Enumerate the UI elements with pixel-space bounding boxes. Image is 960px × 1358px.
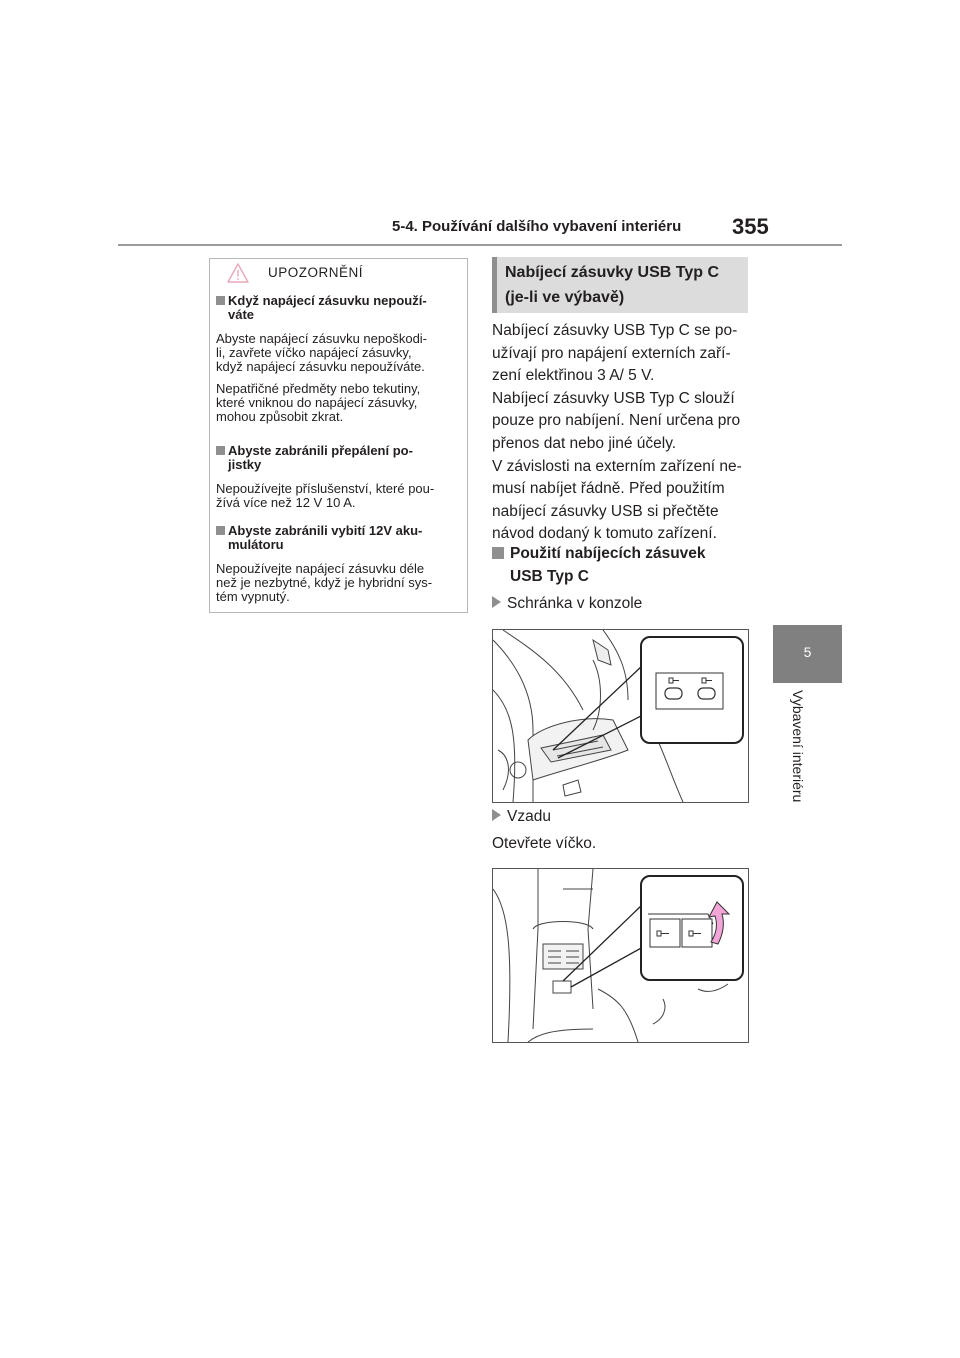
caution-heading-1: Když napájecí zásuvku nepouží- [216,294,427,308]
bullet-console-box: Schránka v konzole [492,593,642,616]
caution-heading-1-cont: váte [228,307,255,322]
page-number: 355 [732,214,769,239]
caution-text: tém vypnutý. [216,589,290,604]
body-line: zení elektřinou 3 A/ 5 V. [492,367,655,385]
body-line: Nabíjecí zásuvky USB Typ C slouží [492,389,735,407]
rear-console-drawing [493,869,748,1042]
usb-body-text [492,320,762,546]
warning-triangle-icon [226,262,250,284]
caution-text: Nepoužívejte napájecí zásuvku déle [216,561,425,576]
caution-heading-2-cont: jistky [228,457,262,472]
square-bullet-icon [216,296,225,305]
body-line: návod dodaný k tomuto zařízení. [492,525,717,543]
chapter-number: 5 [803,644,812,660]
chapter-title: Vybavení interiéru [790,690,806,803]
rear-usb-illustration [492,868,749,1043]
caution-text: Nepatřičné předměty nebo tekutiny, [216,381,421,396]
caution-text: které vniknou do napájecí zásuvky, [216,395,418,410]
square-bullet-icon [216,526,225,535]
body-line: musí nabíjet řádně. Před použitím [492,480,725,498]
body-line: V závislosti na externím zařízení ne- [492,457,742,475]
console-drawing [493,630,748,802]
caution-text: Nepoužívejte příslušenství, které pou- [216,481,435,496]
caution-text: Abyste napájecí zásuvku nepoškodi- [216,331,428,346]
header-divider [118,244,842,246]
triangle-bullet-icon [492,809,501,821]
caution-header [210,259,467,291]
body-line: užívají pro napájení externích zaří- [492,344,731,362]
rear-instruction: Otevřete víčko. [492,835,597,852]
caution-text: mohou způsobit zkrat. [216,409,344,424]
caution-title: UPOZORNĚNÍ [268,265,364,280]
caution-heading-3-cont: mulátoru [228,537,284,552]
square-bullet-icon [216,446,225,455]
section-title: 5-4. Používání dalšího vybavení interiéru [392,218,682,235]
console-usb-illustration [492,629,749,803]
caution-text: než je nezbytné, když je hybridní sys- [216,575,433,590]
caution-text: li, zavřete víčko napájecí zásuvky, [216,345,412,360]
caution-heading-3: Abyste zabránili vybití 12V aku- [216,524,422,538]
caution-text: žívá více než 12 V 10 A. [216,495,356,510]
bullet-rear: Vzadu [492,806,551,829]
body-line: nabíjecí zásuvky USB si přečtěte [492,502,719,520]
square-bullet-icon [492,547,504,559]
body-line: pouze pro nabíjení. Není určena pro [492,412,741,430]
usage-subheading: Použití nabíjecích zásuvek [492,543,706,566]
usb-section-heading [492,257,748,313]
usage-subheading-cont: USB Typ C [510,568,589,585]
caution-text: když napájecí zásuvku nepoužíváte. [216,359,425,374]
body-line: Nabíjecí zásuvky USB Typ C se po- [492,322,738,339]
usb-heading-text: Nabíjecí zásuvky USB Typ C (je-li ve výbavě) [505,264,719,306]
triangle-bullet-icon [492,596,501,608]
caution-box [209,258,468,613]
chapter-title-vertical [786,690,806,830]
caution-heading-2: Abyste zabránili přepálení po- [216,444,413,458]
body-line: přenos dat nebo jiné účely. [492,434,677,452]
